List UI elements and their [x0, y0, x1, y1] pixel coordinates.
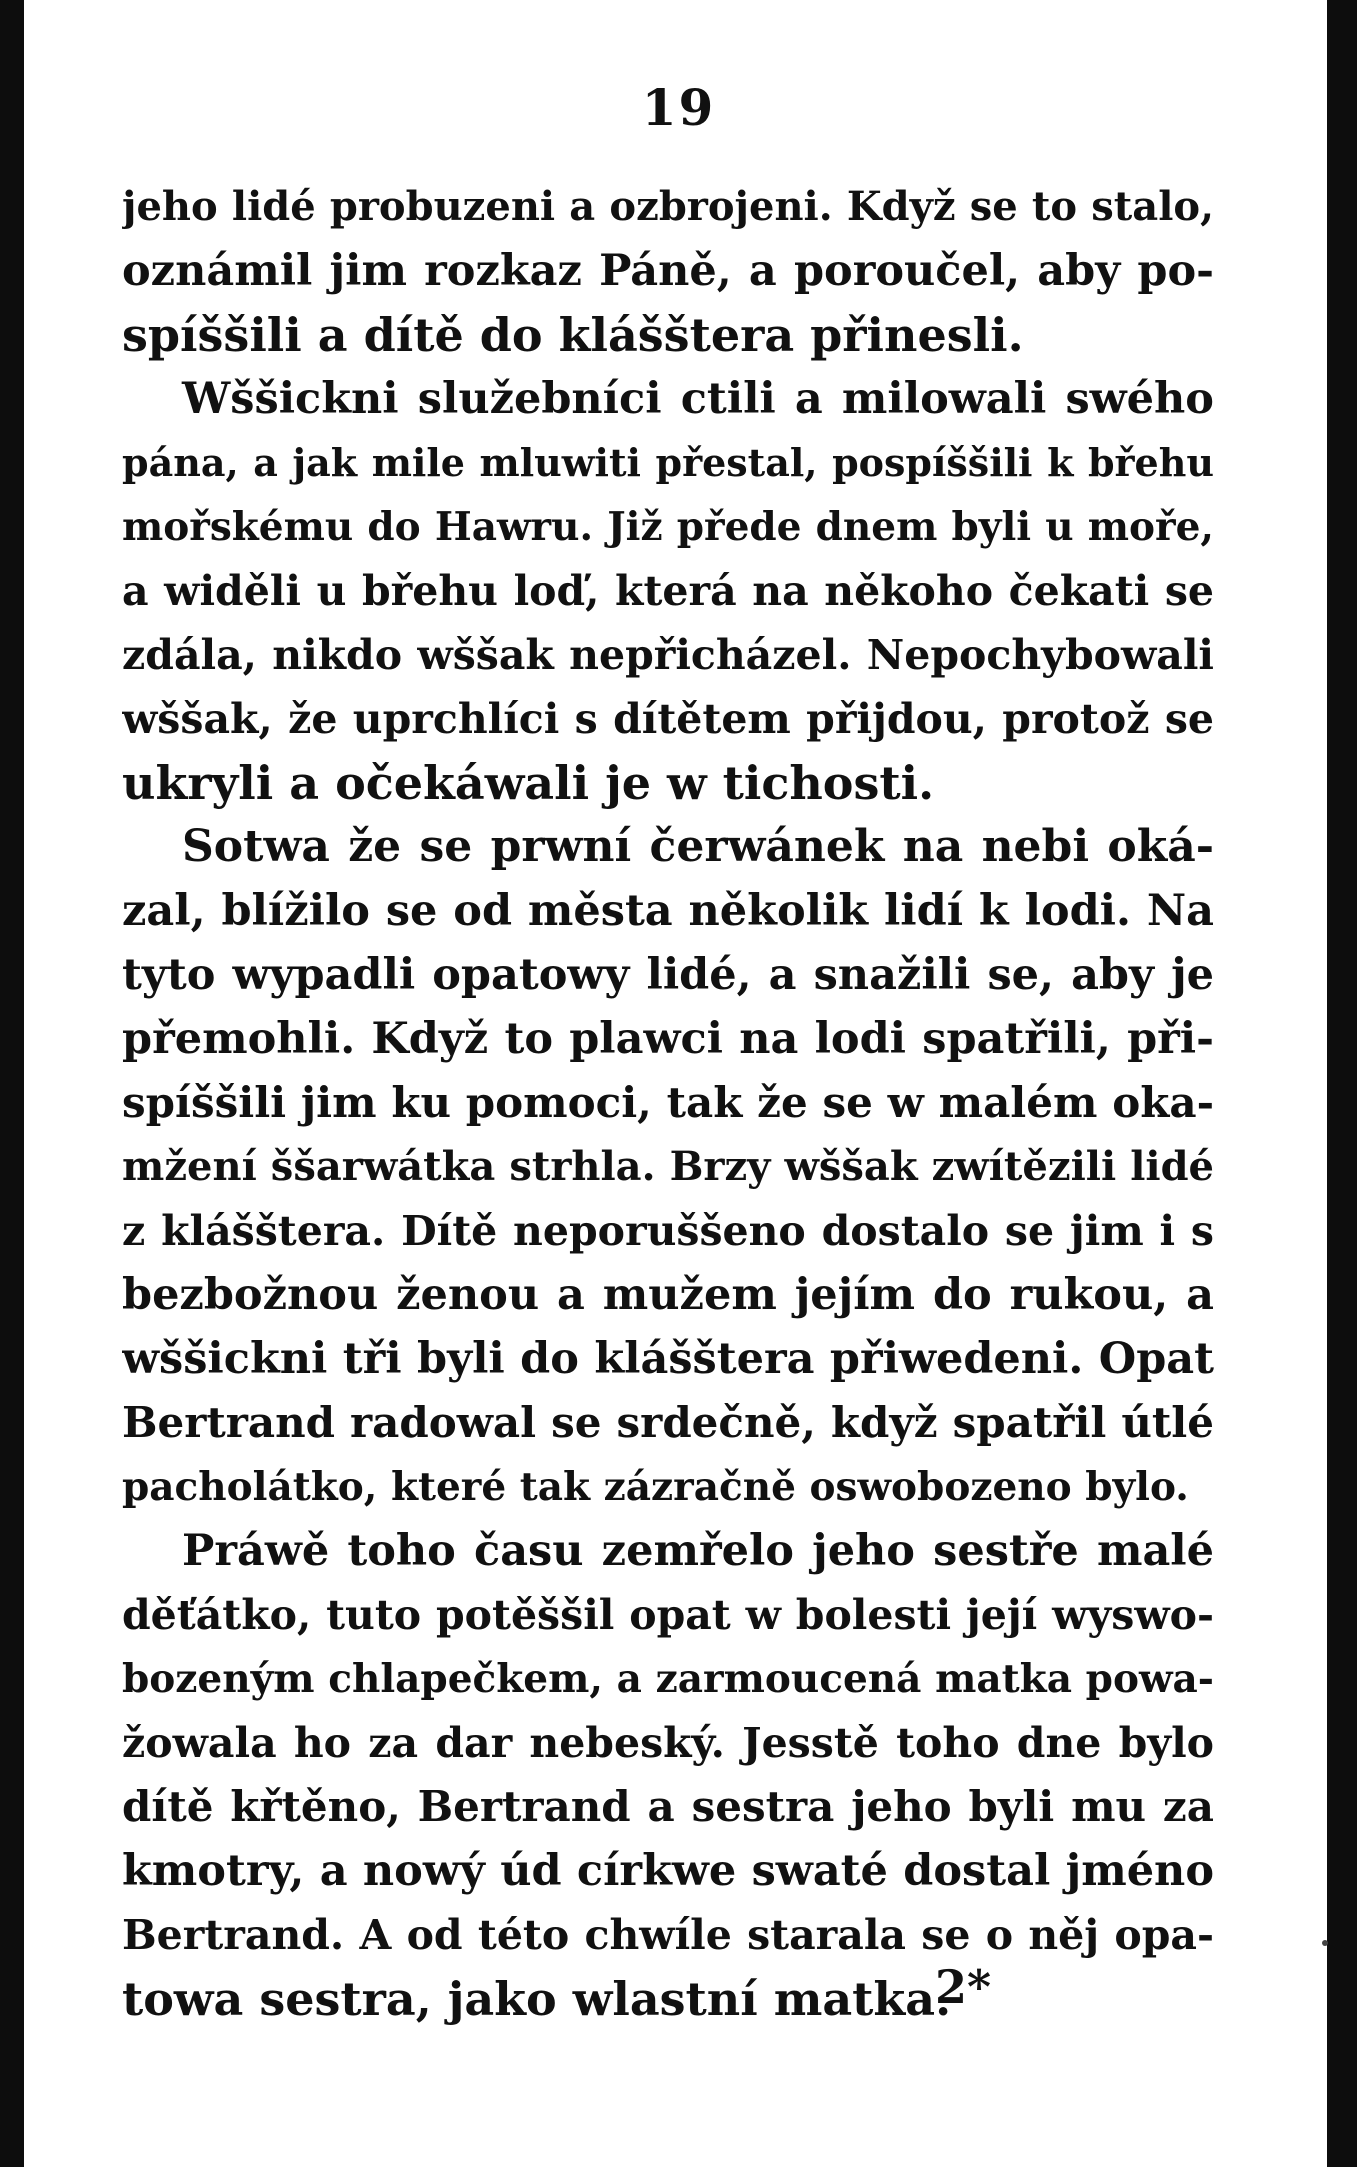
text-line: zal, blížilo se od města několik lidí k lodi. Na [122, 886, 1214, 936]
text-line: oznámil jim rozkaz Páně, a poroučel, aby po- [122, 246, 1214, 296]
text-line: bezbožnou ženou a mužem jejím do rukou, a [122, 1270, 1214, 1320]
text-line: tyto wypadli opatowy lidé, a snažili se, aby je [122, 950, 1214, 1000]
text-line: kmotry, a nowý úd církwe swaté dostal jméno [122, 1846, 1214, 1896]
text-line: Práwě toho času zemřelo jeho sestře malé [182, 1526, 1214, 1576]
left-page-edge [0, 0, 24, 2167]
print-speck [1322, 1940, 1328, 1946]
body-text [122, 175, 1214, 2031]
text-line: a widěli u břehu loď, která na někoho čekati se [122, 567, 1214, 615]
text-line: spíššili jim ku pomoci, tak že se w malém oka- [122, 1078, 1214, 1127]
text-line: žowala ho za dar nebeský. Jesstě toho dne bylo [122, 1719, 1214, 1767]
text-line: bozeným chlapečkem, a zarmoucená matka powa- [122, 1656, 1214, 1702]
text-line: mořskému do Hawru. Již přede dnem byli u moře, [122, 504, 1214, 550]
text-line: towa sestra, jako wlastní matka. [122, 1972, 952, 2026]
text-line: dítě křtěno, Bertrand a sestra jeho byli mu za [122, 1782, 1214, 1831]
text-line: wššickni tři byli do klášštera přiwedeni. Opat [122, 1334, 1214, 1384]
page-number: 19 [641, 78, 716, 137]
text-line: mžení ššarwátka strhla. Brzy wššak zwítězili lidé [122, 1143, 1214, 1190]
text-line: jeho lidé probuzeni a ozbrojeni. Když se to stalo, [122, 183, 1214, 230]
signature-mark: 2* [935, 1960, 992, 2014]
text-line: pacholátko, které tak zázračně oswobozeno bylo. [122, 1464, 1189, 1510]
right-page-edge [1327, 0, 1357, 2167]
text-line: z klášštera. Dítě neporuššeno dostalo se jim i s [122, 1207, 1214, 1255]
text-line: ukryli a očekáwali je w tichosti. [122, 756, 935, 810]
text-line: Sotwa že se prwní čerwánek na nebi oká- [182, 821, 1214, 872]
text-line: wššak, že uprchlíci s dítětem přijdou, protož se [122, 695, 1214, 743]
text-line: zdála, nikdo wššak nepřicházel. Nepochybowali [122, 631, 1214, 679]
text-line: Wššickni služebníci ctili a milowali swého [182, 374, 1214, 424]
text-line: pána, a jak mile mluwiti přestal, pospíššili k břehu [122, 440, 1214, 485]
text-line: Bertrand. A od této chwíle starala se o něj opa- [122, 1911, 1214, 1959]
text-line: spíššili a dítě do klášštera přinesli. [122, 308, 1024, 362]
text-line: Bertrand radowal se srdečně, když spatřil útlé [122, 1398, 1214, 1447]
text-line: děťátko, tuto potěššil opat w bolesti její wyswo- [122, 1591, 1214, 1639]
text-line: přemohli. Když to plawci na lodi spatřili, při- [122, 1014, 1214, 1064]
